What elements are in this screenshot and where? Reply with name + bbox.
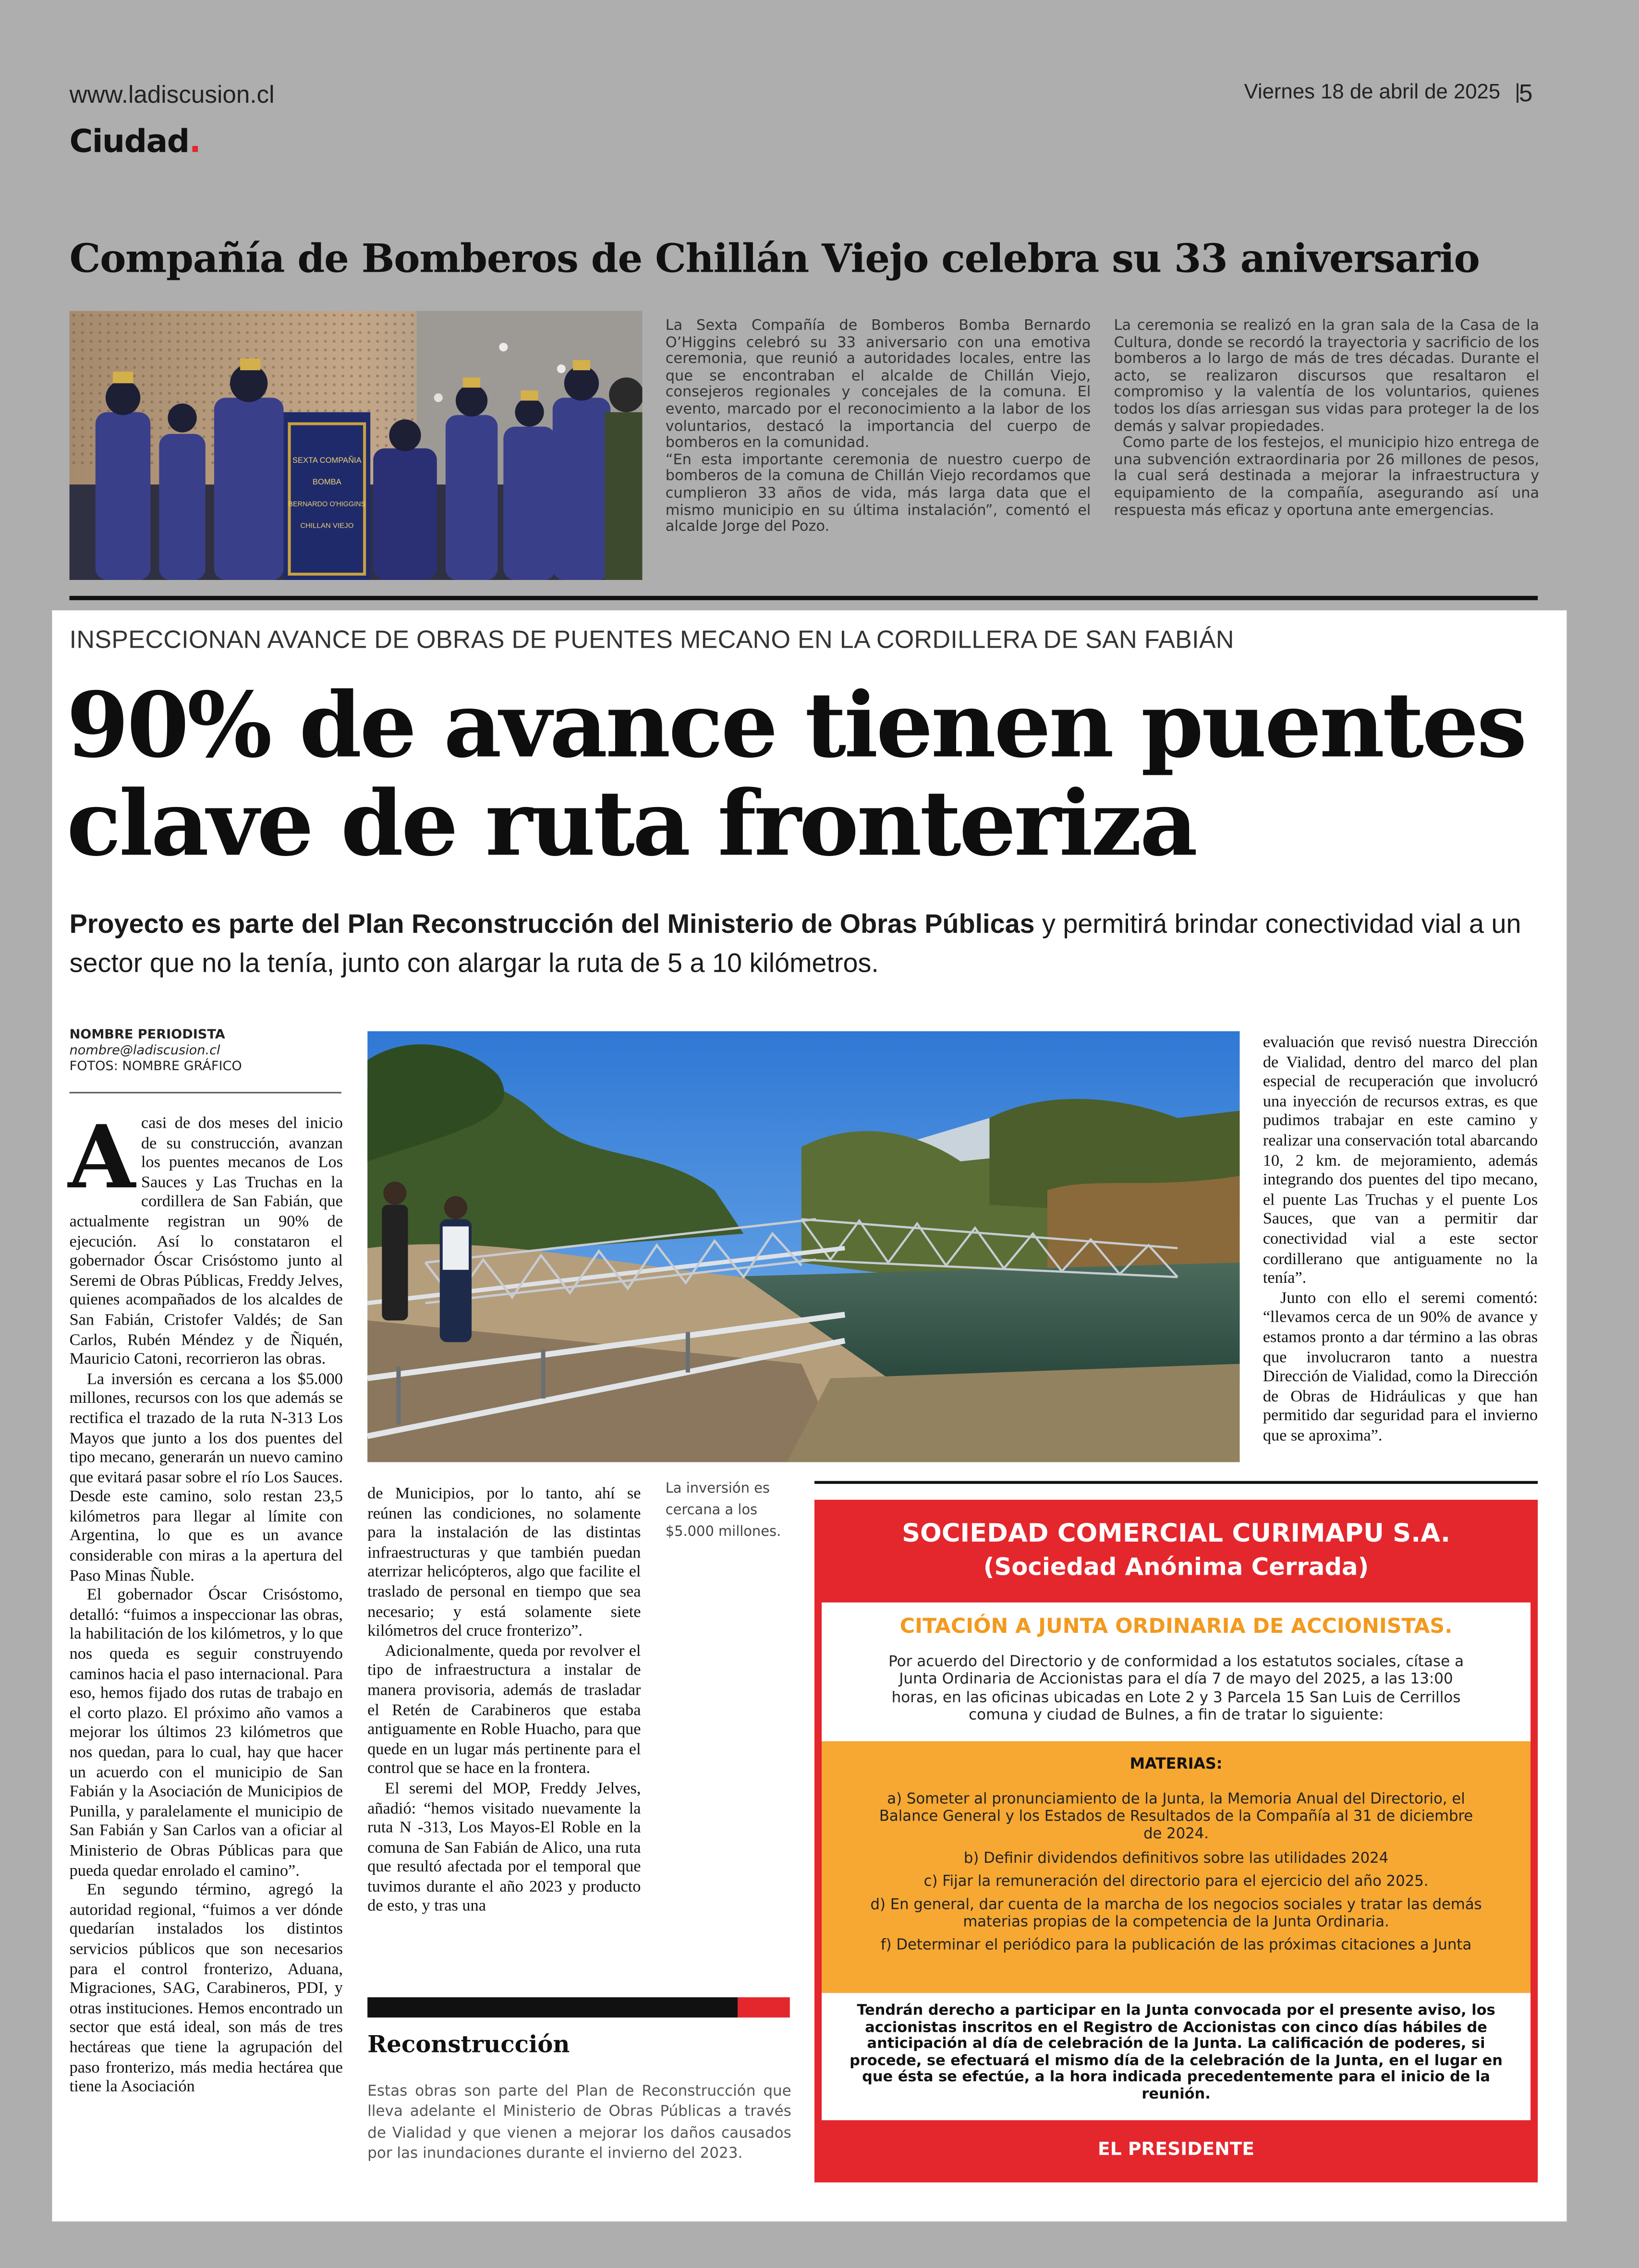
story1-photo xyxy=(70,311,643,580)
ad-company: SOCIEDAD COMERCIAL CURIMAPU S.A. xyxy=(902,1520,1451,1549)
byline-photos: FOTOS: NOMBRE GRÁFICO xyxy=(69,1060,242,1075)
story1-column-2 xyxy=(1114,318,1540,519)
story1-headline[interactable]: Compañía de Bomberos de Chillán Viejo celebra su 33 aniversario xyxy=(69,237,1480,282)
story2-deck xyxy=(70,904,1545,982)
story2-deck-rest: y permitirá brindar conectividad vial a un sector que no la tenía, junto con alargar la ruta de 5 a 10 kilómetros. xyxy=(69,908,1521,978)
story2-column-3 xyxy=(1263,1034,1538,1447)
story2-col1-para-2: La inversión es cercana a los $5.000 millones, recursos con los que además se rectifica el trazado de la ruta N-313 Los Mayos que junto a los dos puentes del tipo mecano, generarán un nuevo camino que evitará pasar sobre el río Los Sauces. Desde este camino, solo restan 23,5 kilómetros para llegar al límite con Argentina, lo que es un avance considerable con miras a la apertura del Paso Minas Ñuble. xyxy=(69,1370,343,1585)
issue-date-line xyxy=(1244,81,1529,104)
sidebar-bar-black xyxy=(367,1997,738,2017)
story2-headline-line-1: 90% de avance tienen puentes xyxy=(66,672,1525,778)
story2-kicker: INSPECCIONAN AVANCE DE OBRAS DE PUENTES MECANO EN LA CORDILLERA DE SAN FABIÁN xyxy=(69,625,1234,654)
story1-col1-para-2: “En esta importante ceremonia de nuestro cuerpo de bomberos de la comuna de Chillán Viejo recordamos que cumplieron 33 años de vida, más larga data que el mismo municipio en su última instalación”, comentó el alcalde Jorge del Pozo. xyxy=(665,452,1091,535)
story2-col2-para-3: El seremi del MOP, Freddy Jelves, añadió: “hemos visitado nuevamente la ruta N -313, Los Mayos-El Roble en la comuna de San Fabián de Alico, una ruta que resultó afectada por el temporal que tuvimos durante el año 2023 y producto de esto, y tras una xyxy=(367,1780,641,1916)
photo-banner-line-3: BERNARDO O'HIGGINS xyxy=(288,500,366,508)
story2-col2-para-2: Adicionalmente, queda por revolver el tipo de infraestructura a instalar de manera provisoria, además de trasladar el Retén de Carabineros que estaba antiguamente en Roble Huacho, para que quede en un lugar más pertinente para el control que se hace en la frontera. xyxy=(367,1642,641,1778)
story2-col3-para-1: evaluación que revisó nuestra Dirección de Vialidad, dentro del marco del plan especial de recuperación que involucró una inyección de recursos extras, es que pudimos trabajar en este camino y realizar una conservación total abarcando 10, 2 km. de mejoramiento, además integrando dos puentes del tipo mecano, el puente Las Truchas y el puente Los Sauces, que van a permitir dar conectividad vial a este sector cordillerano que antiguamente no la tenía”. xyxy=(1263,1034,1538,1288)
byline xyxy=(70,1028,341,1076)
ad-materia-c: c) Fijar la remuneración del directorio para el ejercicio del año 2025. xyxy=(923,1874,1429,1890)
story1-bottom-rule xyxy=(70,596,1538,600)
sidebar-bar-red xyxy=(738,1997,789,2017)
story2-column-1 xyxy=(68,1108,343,2098)
ad-notice: Tendrán derecho a participar en la Junta convocada por el presente aviso, los accionistas inscritos en el Registro de Accionistas con cinco días hábiles de anticipación al día de celebración de la Junta. La calificación de poderes, si procede, se efectuará el mismo día de la celebración de la Junta, en el lugar en que ésta se efectúe, a la hora indicada precedentemente para el inicio de la reunión. xyxy=(850,2003,1503,2103)
byline-email[interactable]: nombre@ladiscusion.cl xyxy=(69,1044,220,1059)
dropcap-letter: A xyxy=(68,1108,135,1209)
story2-col1-para-3: El gobernador Óscar Crisóstomo, detalló: “fuimos a inspeccionar las obras, la habilitación de los kilómetros, y lo que nos queda es seguir construyendo caminos hacia el paso internacional. Para eso, hemos fijado dos rutas de trabajo en el corto plazo. El próximo año vamos a mejorar los últimos 23 kilómetros que nos quedan, para lo cual, hay que hacer un acuerdo con el municipio de San Fabián y la Asociación de Municipios de Punilla, y paralelamente el municipio de San Fabián y San Carlos van a oficiar al Ministerio de Obras Públicas para que pueda quedar enrolado el camino”. xyxy=(69,1587,343,1880)
section-label xyxy=(70,124,201,160)
story1-col2-para-2: Como parte de los festejos, el municipio hizo entrega de una subvención extraordinaria por 26 millones de pesos, la cual será destinada a mejorar la infraestructura y equipamiento de la compañía, asegurando así una respuesta más eficaz y oportuna ante emergencias. xyxy=(1114,435,1540,519)
photo-banner-line-1: SEXTA COMPAÑIA xyxy=(292,455,362,465)
story2-col3-para-2: Junto con ello el seremi comentó: “llevamos cerca de un 90% de avance y estamos pronto a dar término a las obras que involucraron tanto a nuestra Dirección de Vialidad, como la Dirección de Obras de Hidráulicas y que han permitido dar seguridad para el invierno que se aproxima”. xyxy=(1263,1290,1538,1445)
section-name: Ciudad xyxy=(69,124,189,161)
bridge-photo xyxy=(367,1031,1239,1462)
story1-col1-para-1: La Sexta Compañía de Bomberos Bomba Bernardo O’Higgins celebró su 33 aniversario con una emotiva ceremonia, que reunió a autoridades locales, entre las que se encontraban el alcalde de Chillán Viejo, consejeros regionales y concejales de la comuna. El evento, marcado por el reconocimiento a la labor de los voluntarios, destacó la importancia del cuerpo de bomberos en la comunidad. xyxy=(665,318,1091,452)
photo-caption: La inversión es cercana a los $5.000 millones. xyxy=(665,1481,781,1541)
story2-col1-first-text: casi de dos meses del inicio de su construcción, avanzan los puentes mecanos de Los Sauces y Las Truchas en la cordillera de San Fabián, que actualmente registran un 90% de ejecución. Así lo constataron el gobernador Óscar Crisóstomo junto al Seremi de Obras Públicas, Freddy Jelves, quienes acompañados de los alcaldes de San Fabián, Cristofer Valdés; de San Carlos, Rubén Méndez y de Ñiquén, Mauricio Catoni, recorrieron las obras. xyxy=(69,1115,343,1369)
story1-column-1 xyxy=(666,318,1091,536)
ad-top-rule xyxy=(814,1481,1538,1484)
ad-intro: Por acuerdo del Directorio y de conformidad a los estatutos sociales, cítase a Junta Ordinaria de Accionistas para el día 7 de mayo del 2025, a las 13:00 horas, en las oficinas ubicadas en Lote 2 y 3 Parcela 15 San Luis de Cerrillos comuna y ciudad de Bulnes, a fin de tratar lo siguiente: xyxy=(888,1653,1464,1725)
ad-title: CITACIÓN A JUNTA ORDINARIA DE ACCIONISTAS. xyxy=(899,1615,1453,1639)
photo-banner-line-4: CHILLAN VIEJO xyxy=(300,521,354,530)
sidebar-text: Estas obras son parte del Plan de Reconstrucción que lleva adelante el Ministerio de Obras Públicas a través de Vialidad y que vienen a mejorar los daños causados por las inundaciones durante el invierno del 2023. xyxy=(367,2082,791,2163)
byline-name: NOMBRE PERIODISTA xyxy=(69,1028,225,1043)
issue-date: Viernes 18 de abril de 2025 xyxy=(1244,81,1501,104)
ad-company-sub: (Sociedad Anónima Cerrada) xyxy=(983,1553,1369,1581)
ad-materia-f: f) Determinar el periódico para la publicación de las próximas citaciones a Junta xyxy=(880,1938,1472,1955)
header-separator: | xyxy=(1515,81,1520,104)
section-dot: . xyxy=(189,124,201,161)
story2-deck-bold: Proyecto es parte del Plan Reconstrucción del Ministerio de Obras Públicas xyxy=(69,908,1035,939)
story2-headline[interactable] xyxy=(66,672,1571,877)
ad-materias-list xyxy=(868,1792,1484,1962)
ad-materia-a: a) Someter al pronunciamiento de la Junta, la Memoria Anual del Directorio, el Balance General y los Estados de Resultados de la Compañía al 31 de diciembre de 2024. xyxy=(879,1792,1473,1844)
story1-col2-para-1: La ceremonia se realizó en la gran sala de la Casa de la Cultura, donde se recordó la trayectoria y sacrificio de los bomberos a lo largo de más de tres décadas. Durante el acto, se realizaron discursos que resaltaron el compromiso y la valentía de los voluntarios, quienes todos los días arriesgan sus vidas para proteger la de los demás y salvar propiedades. xyxy=(1114,318,1540,435)
site-url[interactable]: www.ladiscusion.cl xyxy=(69,81,275,109)
story2-col2-para-1: de Municipios, por lo tanto, ahí se reúnen las condiciones, no solamente para la instalación de las distintas infraestructuras y que también puedan aterrizar helicópteros, algo que facilite el traslado de personal en tiempo que sea necesario; y está solamente siete kilómetros del cruce fronterizo”. xyxy=(367,1485,641,1641)
page-number: 5 xyxy=(1519,79,1533,107)
byline-rule xyxy=(70,1092,341,1093)
story2-headline-line-2: clave de ruta fronteriza xyxy=(66,771,1196,877)
ad-materia-d: d) En general, dar cuenta de la marcha de los negocios sociales y tratar las demás materias propias de la competencia de la Junta Ordinaria. xyxy=(870,1897,1482,1931)
story2-column-2 xyxy=(367,1485,641,1918)
ad-materias-title: MATERIAS: xyxy=(1129,1756,1223,1773)
story2-col1-para-1 xyxy=(68,1108,343,1371)
ad-materia-b: b) Definir dividendos definitivos sobre las utilidades 2024 xyxy=(963,1850,1389,1867)
photo-banner-line-2: BOMBA xyxy=(312,477,341,487)
sidebar-title: Reconstrucción xyxy=(367,2030,570,2058)
ad-signature: EL PRESIDENTE xyxy=(1097,2137,1255,2159)
story2-col1-para-4: En segundo término, agregó la autoridad regional, “fuimos a ver dónde quedarían instalados los distintos servicios públicos que son necesarios para el control fronterizo, Aduana, Migraciones, SAG, Carabineros, PDI, y otras instituciones. Hemos encontrado un sector que está ideal, son más de tres hectáreas que tiene la agrupación del paso fronterizo, más media hectárea que tiene la Asociación xyxy=(69,1882,343,2096)
